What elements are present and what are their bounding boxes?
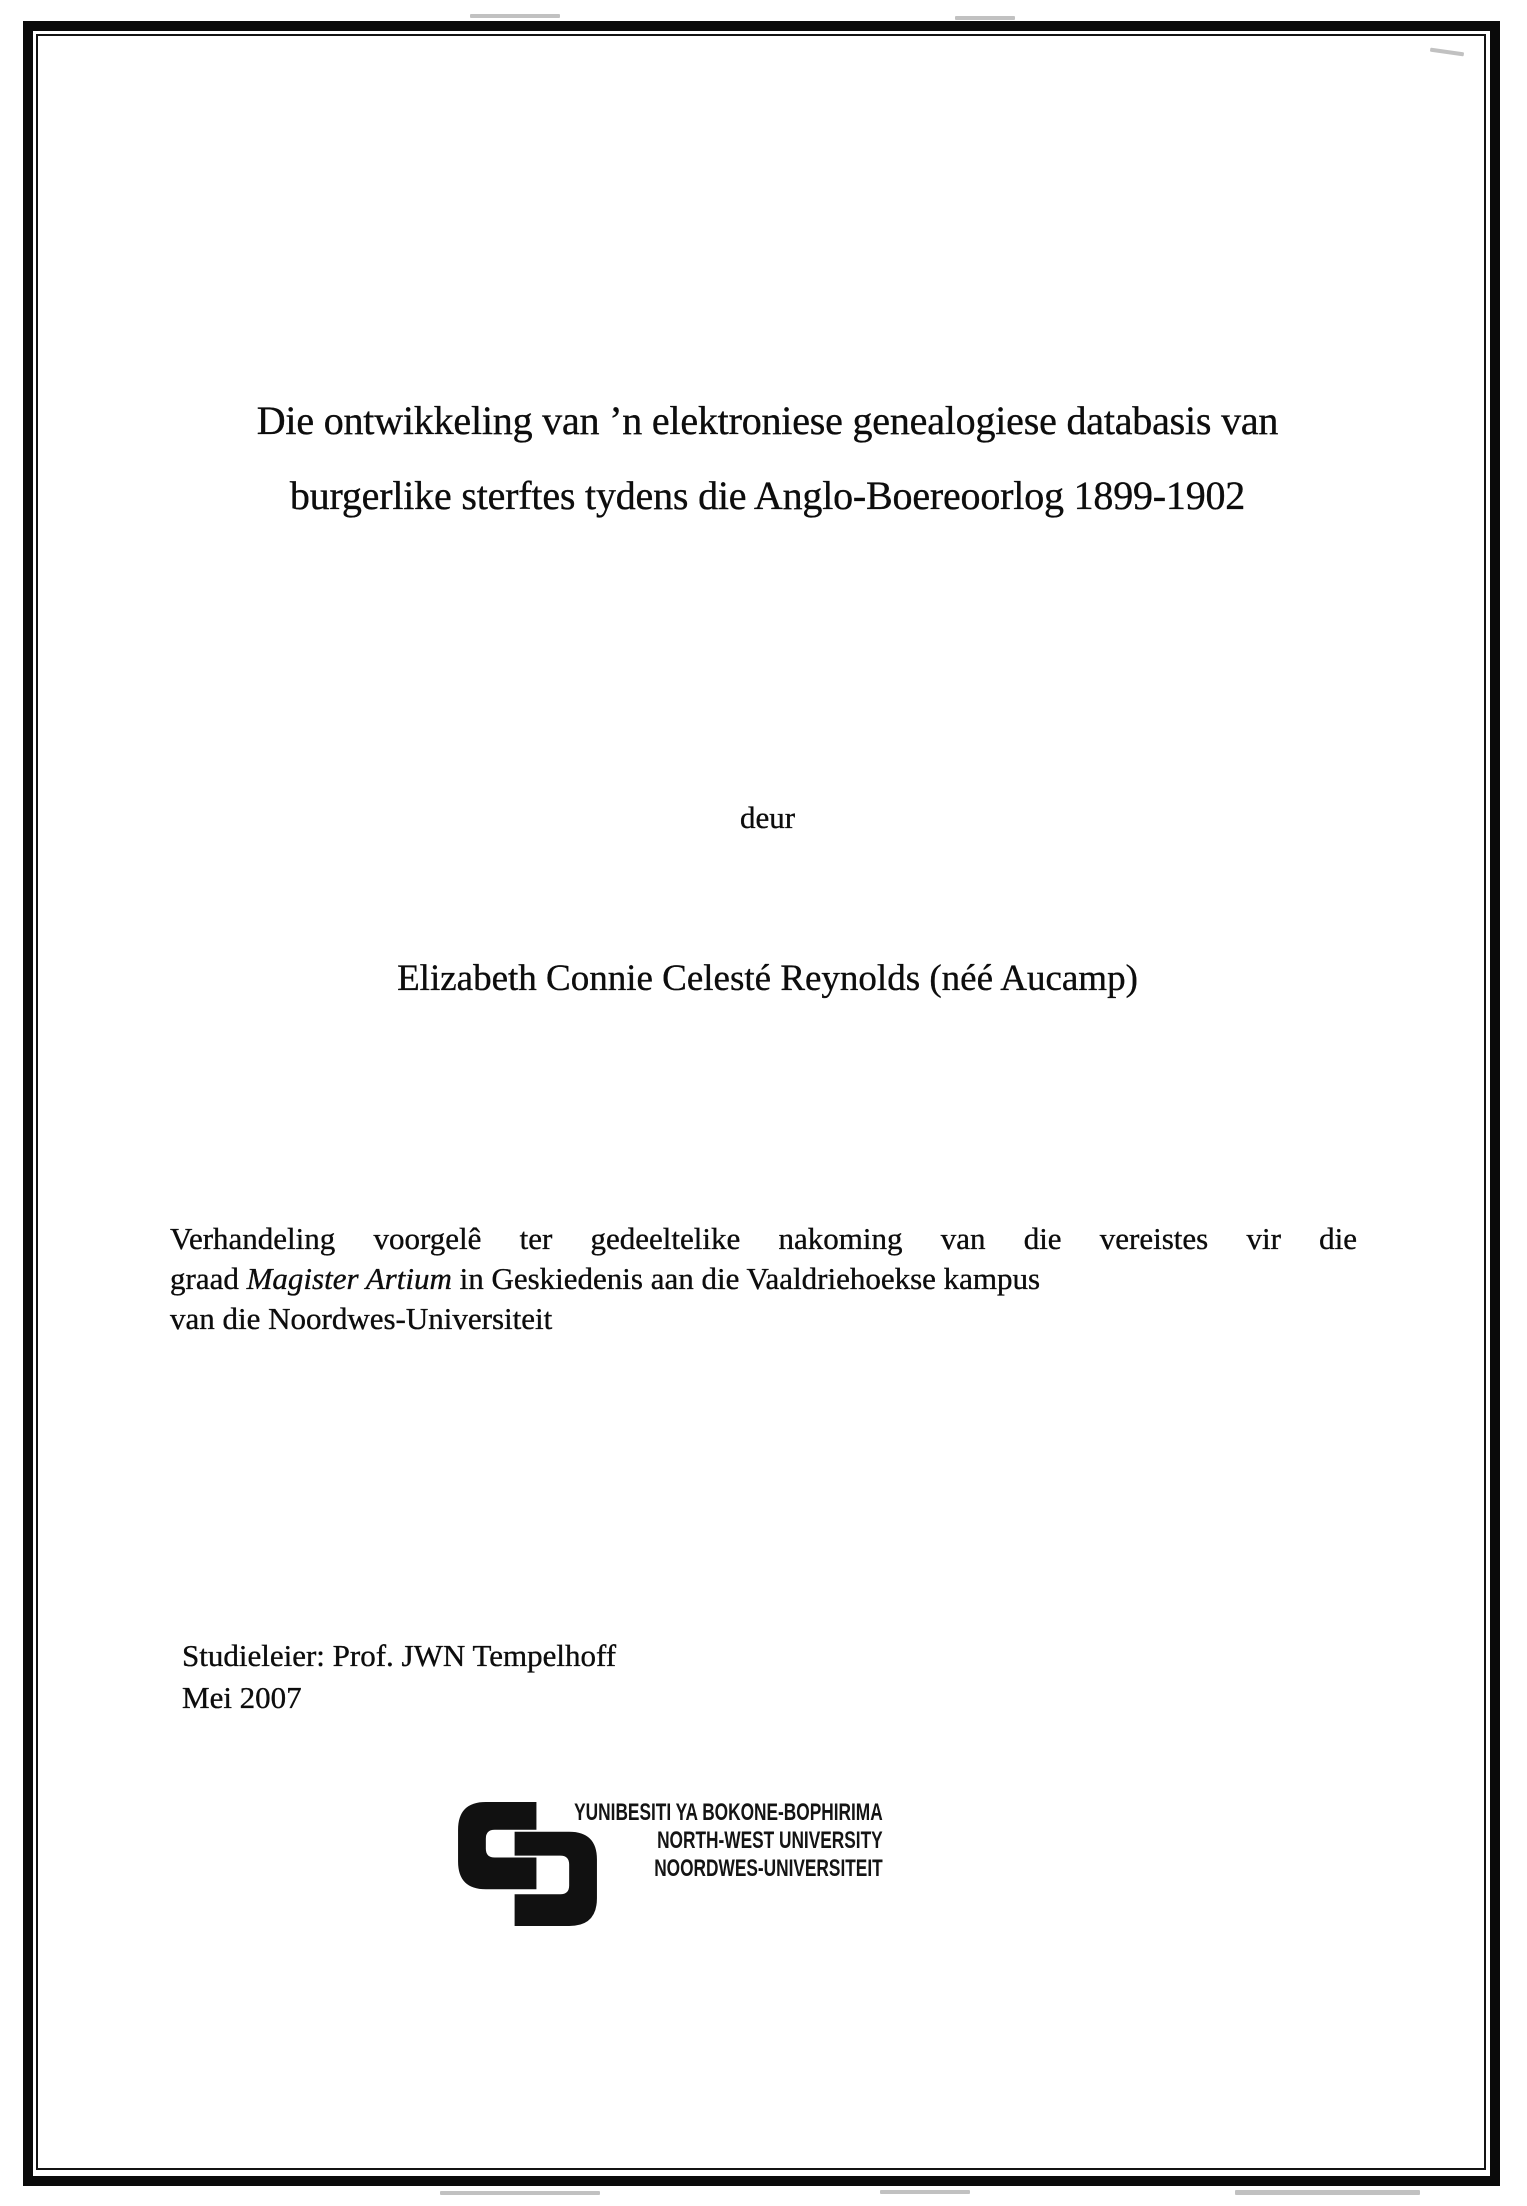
submission-line2 bbox=[170, 1259, 1357, 1299]
logo-line-afrikaans: NOORDWES-UNIVERSITEIT bbox=[654, 1855, 883, 1882]
submission-statement bbox=[170, 1219, 1357, 1339]
logo-line-setswana: YUNIBESITI YA BOKONE-BOPHIRIMA bbox=[574, 1799, 883, 1826]
submission-line2-post: in Geskiedenis aan die Vaaldriehoekse kampus bbox=[451, 1261, 1041, 1296]
logo-line-english: NORTH-WEST UNIVERSITY bbox=[657, 1827, 883, 1854]
date-line: Mei 2007 bbox=[182, 1680, 302, 1715]
degree-name: Magister Artium bbox=[246, 1261, 452, 1296]
byline-label: deur bbox=[739, 800, 796, 835]
submission-line3: van die Noordwes-Universiteit bbox=[170, 1301, 553, 1336]
thesis-title-line1: Die ontwikkeling van ’n elektroniese genealogiese databasis van bbox=[256, 398, 1279, 443]
submission-line2-pre: graad bbox=[170, 1261, 247, 1296]
scan-speck bbox=[955, 16, 1015, 20]
thesis-title bbox=[162, 383, 1373, 533]
thesis-title-line2: burgerlike sterftes tydens die Anglo-Boereoorlog 1899-1902 bbox=[289, 473, 1246, 518]
scan-speck bbox=[440, 2191, 600, 2195]
university-logo-text bbox=[545, 1799, 883, 1883]
supervisor-block bbox=[182, 1635, 616, 1719]
scan-speck bbox=[880, 2190, 970, 2194]
scan-speck bbox=[1235, 2190, 1420, 2195]
submission-line1: Verhandeling voorgelê ter gedeeltelike nakoming van die vereistes vir die bbox=[170, 1221, 1357, 1256]
supervisor-line: Studieleier: Prof. JWN Tempelhoff bbox=[182, 1638, 617, 1673]
author-name: Elizabeth Connie Celesté Reynolds (néé Aucamp) bbox=[397, 958, 1138, 999]
university-logo bbox=[458, 1799, 1018, 1934]
scan-speck bbox=[470, 14, 560, 18]
